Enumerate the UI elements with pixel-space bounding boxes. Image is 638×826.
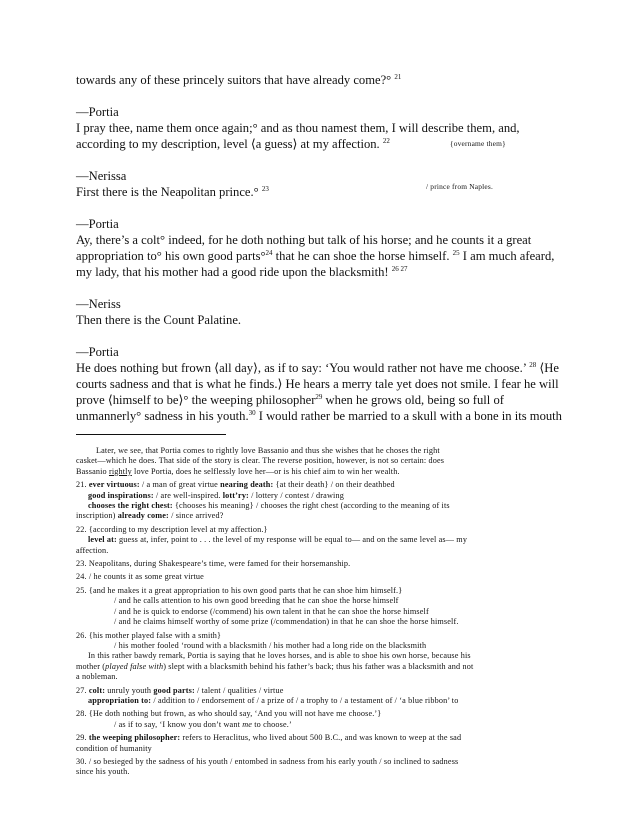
note-text: inscription) [76,511,118,521]
line-text: when he grows old, being so full of [322,393,504,407]
note-number: 21. [76,480,89,490]
term: already come: [117,511,169,521]
note-text: / lottery / contest / drawing [248,490,344,500]
note-text: refers to Heraclitus, who lived about 500 B.C., and was known to weep at the sad [180,733,462,743]
note-number: 27. [76,685,89,695]
note-text: guess at, infer, point to . . . the level of my response will be equal to— and on the same level as— my [116,535,468,545]
note-number: 29. [76,733,89,743]
margin-gloss: / prince from Naples. [426,182,493,191]
footnote-divider [76,434,226,435]
note-text: {at their death} / on their deathbed [273,480,395,490]
note-text: {chooses his meaning} / chooses the right chest (according to the meaning of its [172,501,450,511]
term: the weeping philosopher: [88,733,181,743]
note-text: / as if to say, ‘I know you don’t want [114,719,243,729]
note-text: / addition to / endorsement of / a prize of / a trophy to / a testament of / ‘a blue ribbon’ to [151,695,459,705]
footnote-line: a nobleman. [76,672,118,682]
footnote-line: condition of humanity [76,743,152,753]
term: colt: [88,685,106,695]
footnote-line: / and he claims himself worthy of some prize (/commendation) in that he can shoe the horse himself. [114,617,459,627]
note-text: / are well-inspired. [153,490,223,500]
footnote-line [76,467,568,477]
note-text: Bassanio [76,466,109,476]
footnote-ref[interactable]: 28 [529,360,537,369]
line-text: my lady, that his mother had a good ride upon the blacksmith! [76,265,389,279]
line-text: I am much afeard, [459,249,555,263]
footnote-ref[interactable]: 22 [382,136,390,145]
note-text: to choose.’ [252,719,292,729]
line-text: prove ⟨himself to be⟩° the weeping philosopher [76,393,316,407]
speaker-label: —Nerissa [76,169,127,183]
term: nearing death: [220,480,274,490]
note-text: ) slept with a blacksmith behind his father’s back; thus his father was a blacksmith and not [163,661,474,671]
footnote-ref[interactable]: 24 [265,248,273,257]
footnote-29 [76,733,568,743]
underlined-text: rightly [108,466,132,476]
text-line [76,72,568,88]
italic-text: me [242,719,253,729]
term: ever virtuous: [88,480,140,490]
note-text: / since arrived? [168,511,224,521]
term: chooses the right chest: [88,501,173,511]
footnote-ref[interactable]: 23 [261,184,269,193]
text-line: Then there is the Count Palatine. [76,313,242,327]
line-text: unmannerly° sadness in his youth. [76,409,249,423]
note-text: love Portia, does he selflessly love her—or is his chief aim to win her wealth. [131,466,400,476]
footnote-line [76,501,568,511]
footnote-ref[interactable]: 26 27 [391,264,408,273]
line-text: towards any of these princely suitors that have already come?° [76,73,392,87]
footnote-30: 30. / so besieged by the sadness of his youth / entombed in sadness from his early youth / so inclined to sadness [76,756,459,766]
footnote-line [76,511,568,521]
note-text: unruly youth [105,685,154,695]
play-text [76,72,568,424]
footnote-27 [76,686,568,696]
line-text: appropriation to° his own good parts° [76,249,266,263]
speaker-label: —Portia [76,345,119,359]
footnote-24: 24. / he counts it as some great virtue [76,572,204,582]
footnote-ref[interactable]: 29 [315,392,323,401]
footnote-25: 25. {and he makes it a great appropriation to his own good parts that he can shoe him himself.} [76,585,403,595]
note-text: / a man of great virtue [139,480,221,490]
italic-text: played false with [105,661,164,671]
footnote-line [76,535,568,545]
text-line: I pray thee, name them once again;° and as thou namest them, I will describe them, and, [76,121,520,135]
text-line: courts sadness and that is what he finds.⟩ He hears a merry tale yet does not smile. I fear he will [76,377,559,391]
term: lott’ry: [222,490,249,500]
text-line [76,360,568,376]
footnote-line: / his mother fooled ‘round with a blacksmith / his mother had a long ride on the blacksmith [114,640,427,650]
term: good inspirations: [88,490,154,500]
text-line [76,184,568,200]
margin-gloss: {overname them} [450,139,506,148]
footnote-23: 23. Neapolitans, during Shakespeare’s time, were famed for their horsemanship. [76,559,351,569]
footnote-line [76,662,568,672]
text-line [76,248,568,264]
footnote-line: affection. [76,545,109,555]
text-line [76,392,568,408]
footnote-line [76,696,568,706]
term: appropriation to: [88,695,152,705]
text-line [76,264,568,280]
footnote-21 [76,480,568,490]
footnote-line: since his youth. [76,767,130,777]
footnote-line: Later, we see, that Portia comes to rightly love Bassanio and thus she wishes that he choses the right [96,446,440,455]
text-line [76,408,568,424]
footnote-28: 28. {He doth nothing but frown, as who should say, ‘And you will not have me choose.’} [76,709,382,719]
term: level at: [88,535,117,545]
footnotes [76,446,568,778]
footnote-ref[interactable]: 30 [248,408,256,417]
note-text: / talent / qualities / virtue [194,685,284,695]
footnote-line [76,720,568,730]
footnote-line [76,491,568,501]
note-text: mother ( [76,661,106,671]
speaker-label: —Portia [76,105,119,119]
line-text: ⟨He [536,361,559,375]
footnote-ref[interactable]: 25 [452,248,460,257]
footnote-line: casket—which he does. That side of the story is clear. The reverse position, however, is not so certain: does [76,456,445,466]
speaker-label: —Portia [76,217,119,231]
footnote-line: In this rather bawdy remark, Portia is saying that he loves horses, and is able to shoe his own horse, because his [88,651,471,661]
line-text: I would rather be married to a skull with a bone in its mouth [255,409,562,423]
footnote-ref[interactable]: 21 [394,72,402,81]
footnote-22: 22. {according to my description level at my affection.} [76,524,268,534]
footnote-line: / and he calls attention to his own good breeding that he can shoe the horse himself [114,596,399,606]
footnote-line: / and he is quick to endorse (/commend) his own talent in that he can shoe the horse himself [114,606,429,616]
line-text: that he can shoe the horse himself. [272,249,450,263]
line-text: He does nothing but frown ⟨all day⟩, as if to say: ‘You would rather not have me choose.’ [76,361,527,375]
footnote-26: 26. {his mother played false with a smith} [76,630,222,640]
speaker-label: —Neriss [76,297,121,311]
text-line: Ay, there’s a colt° indeed, for he doth nothing but talk of his horse; and he counts it a great [76,233,532,247]
line-text: First there is the Neapolitan prince.° [76,185,259,199]
line-text: according to my description, level ⟨a guess⟩ at my affection. [76,137,380,151]
term: good parts: [153,685,195,695]
